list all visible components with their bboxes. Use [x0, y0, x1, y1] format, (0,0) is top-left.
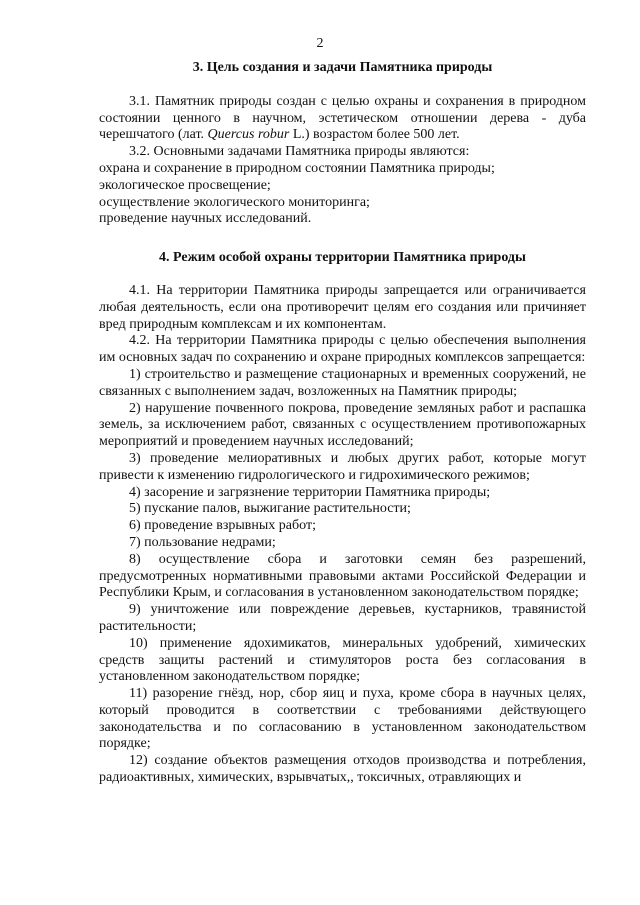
prohibition-item: 5) пускание палов, выжигание растительности;	[129, 501, 411, 517]
latin-name: Quercus robur	[207, 127, 290, 143]
prohibition-item: 2) нарушение почвенного покрова, проведение земляных работ и распашка земель, за исключением работ, связанных с осуществлением противопожарных мероприятий и проведением научных исследований;	[99, 400, 586, 450]
section-4-paragraph-1: 4.1. На территории Памятника природы запрещается или ограничивается любая деятельность, если она противоречит целям его создания или причиняет вред природным комплексам и их компонентам.	[99, 282, 586, 332]
prohibition-item: 12) создание объектов размещения отходов производства и потребления, радиоактивных, химических, взрывчатых,, токсичных, отравляющих и	[99, 753, 586, 786]
task-item: охрана и сохранение в природном состоянии Памятника природы;	[99, 160, 495, 176]
paragraph-text-end: L.) возрастом более 500 лет.	[289, 127, 460, 143]
task-item: проведение научных исследований.	[99, 211, 312, 227]
prohibition-item: 11) разорение гнёзд, нор, сбор яиц и пуха, кроме сбора в научных целях, который проводится в соответствии с требованиями действующего законодательства и по согласованию в установленном законодательством порядке;	[99, 686, 586, 752]
section-spacer	[99, 228, 586, 250]
section-4-paragraph-2: 4.2. На территории Памятника природы с целью обеспечения выполнения им основных задач по сохранению и охране природных комплексов запрещается:	[99, 333, 586, 366]
section-3-paragraph-2: 3.2. Основными задачами Памятника природы являются:	[129, 144, 470, 160]
prohibition-item: 10) применение ядохимикатов, минеральных удобрений, химических средств защиты растений и стимуляторов роста без согласования в установленном законодательством порядке;	[99, 635, 586, 685]
page-number: 2	[316, 36, 324, 51]
prohibition-item: 3) проведение мелиоративных и любых других работ, которые могут привести к изменению гидрологического и гидрохимического режимов;	[99, 450, 586, 483]
section-4-title: 4. Режим особой охраны территории Памятника природы	[159, 250, 526, 266]
prohibition-item: 6) проведение взрывных работ;	[129, 518, 316, 534]
prohibition-item: 4) засорение и загрязнение территории Памятника природы;	[129, 484, 491, 500]
section-3-title: 3. Цель создания и задачи Памятника природы	[192, 60, 493, 75]
prohibition-item: 8) осуществление сбора и заготовки семян без разрешений, предусмотренных нормативными правовыми актами Российской Федерации и Республики Крым, и согласования в установленном законодательством порядке;	[99, 551, 586, 601]
task-item: осуществление экологического мониторинга;	[99, 194, 370, 210]
document-body	[99, 60, 586, 787]
prohibition-item: 7) пользование недрами;	[129, 534, 276, 550]
task-item: экологическое просвещение;	[99, 177, 271, 193]
paragraph-text-start: 3.1. Памятник природы создан с целью охраны и сохранения в природном состоянии ценного в научном, эстетическом отношении дерева - дуба черешчатого (лат.	[99, 93, 586, 143]
prohibition-item: 1) строительство и размещение стационарных и временных сооружений, не связанных с выполнением задач, возложенных на Памятник природы;	[99, 366, 586, 399]
section-3-paragraph-1	[99, 94, 586, 144]
prohibition-item: 9) уничтожение или повреждение деревьев, кустарников, травянистой растительности;	[99, 602, 586, 634]
